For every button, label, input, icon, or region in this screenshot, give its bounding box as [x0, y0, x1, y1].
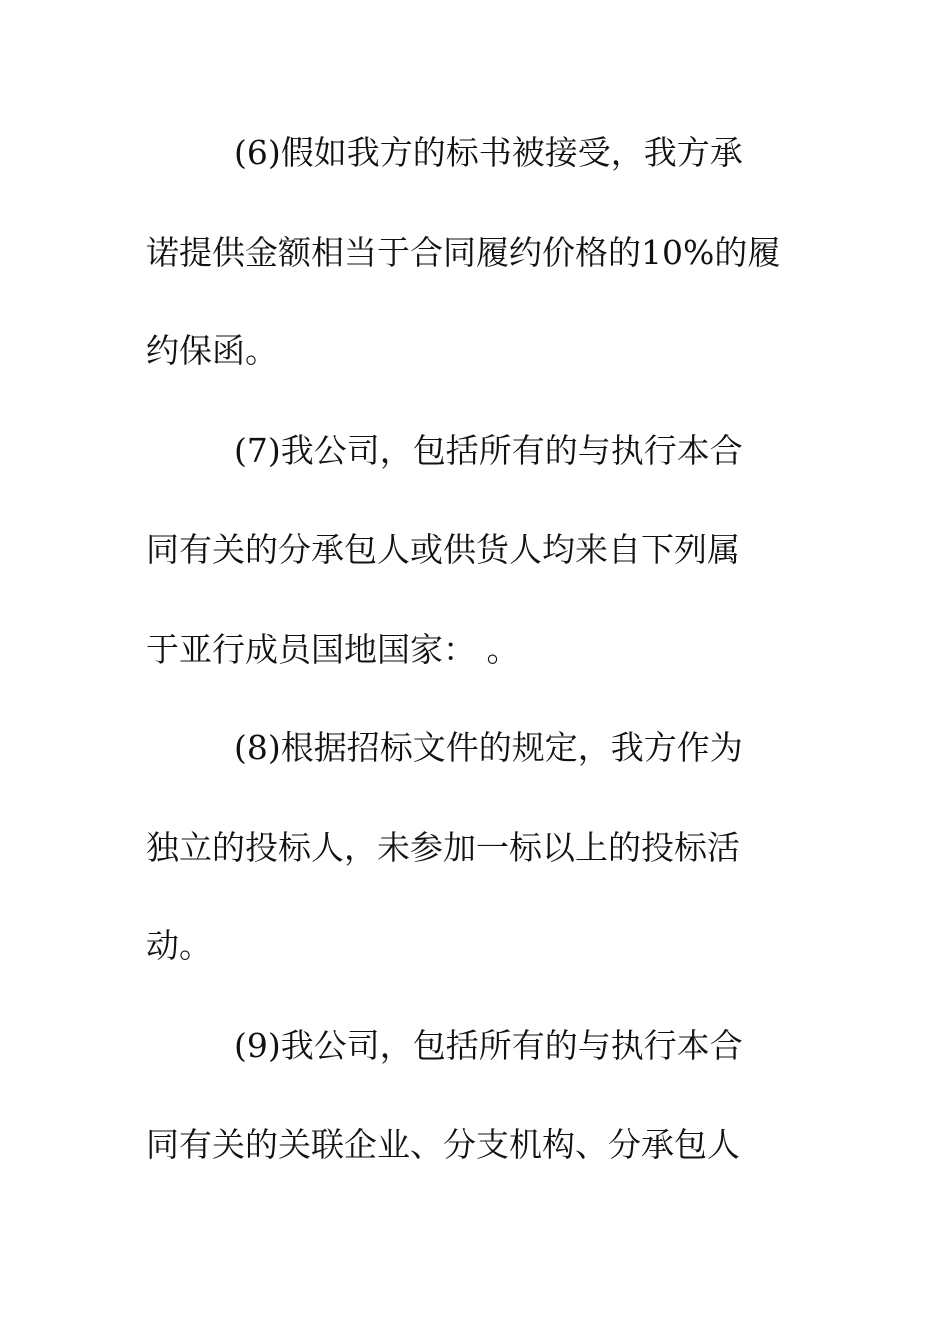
paragraph-7-line-3: 于亚行成员国地国家： 。 — [146, 630, 520, 669]
paragraph-6-line-2: 诺提供金额相当于合同履约价格的10%的履 — [146, 233, 781, 272]
paragraph-6-line-1: (6)假如我方的标书被接受，我方承 — [234, 133, 743, 172]
paragraph-7-line-1: (7)我公司，包括所有的与执行本合 — [234, 431, 743, 470]
paragraph-8-line-3: 动。 — [146, 926, 212, 965]
paragraph-7-line-2: 同有关的分承包人或供货人均来自下列属 — [146, 530, 740, 569]
paragraph-9-line-2: 同有关的关联企业、分支机构、分承包人 — [146, 1125, 740, 1164]
paragraph-9-line-1: (9)我公司，包括所有的与执行本合 — [234, 1026, 743, 1065]
paragraph-6-line-3: 约保函。 — [146, 331, 278, 370]
paragraph-8-line-1: (8)根据招标文件的规定，我方作为 — [234, 728, 743, 767]
paragraph-8-line-2: 独立的投标人，未参加一标以上的投标活 — [146, 828, 740, 867]
